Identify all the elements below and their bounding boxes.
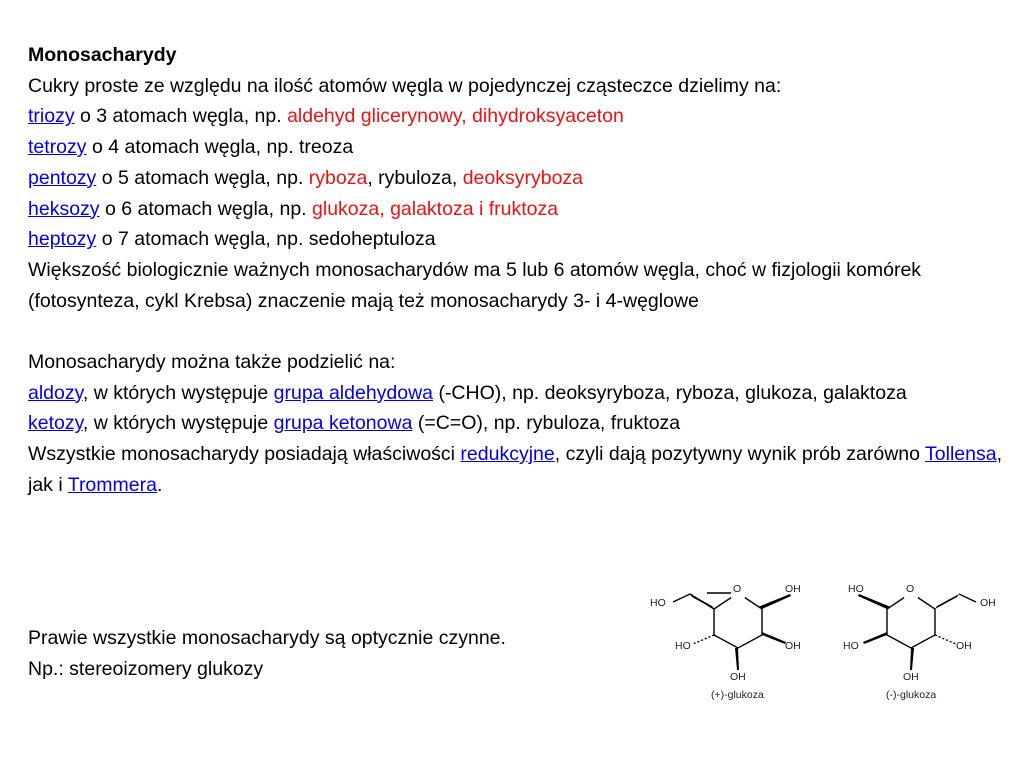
tetrozy-description: o 4 atomach węgla, np.	[86, 136, 299, 159]
class-line-pentozy	[28, 163, 1013, 194]
class-line-tetrozy	[28, 132, 1013, 163]
aldehyde-group-link[interactable]: grupa aldehydowa	[273, 381, 434, 404]
pentozy-example-2: deoksyryboza	[462, 166, 584, 189]
class-line-heptozy	[28, 224, 1013, 255]
plus-label-oh-top: OH	[785, 583, 801, 595]
minus-label-oh-top: OH	[980, 597, 996, 609]
aldozy-line	[28, 378, 1013, 409]
aldozy-text-1: , w których występuje	[82, 381, 274, 404]
reducing-text-2: , czyli dają pozytywny wynik prób zarówno	[554, 443, 926, 466]
spacer	[28, 316, 1013, 347]
plus-glucose-caption: (+)-glukoza	[711, 689, 764, 701]
plus-label-ho-bottom: HO	[675, 640, 691, 652]
pentozy-example-0: ryboza	[308, 166, 368, 189]
minus-label-oh-right: OH	[956, 640, 972, 652]
reducing-text-1: Wszystkie monosacharydy posiadają właściwości	[28, 443, 461, 466]
heptozy-description: o 7 atomach węgla, np.	[96, 228, 309, 251]
ketozy-text-2: (=C=O), np. rybuloza, fruktoza	[412, 412, 681, 435]
ketone-group-link[interactable]: grupa ketonowa	[273, 412, 413, 435]
minus-glucose-molecule	[843, 583, 996, 701]
triozy-example-0: aldehyd glicerynowy, dihydroksyaceton	[287, 105, 624, 128]
ketozy-text-1: , w których występuje	[82, 412, 274, 435]
minus-ring-oxygen: O	[906, 583, 915, 595]
tetrozy-example-0: treoza	[299, 136, 354, 159]
division-intro: Monosacharydy można także podzielić na:	[28, 351, 396, 374]
tetrozy-link[interactable]: tetrozy	[28, 136, 87, 159]
aldozy-link[interactable]: aldozy	[28, 381, 83, 404]
minus-label-ho-top: HO	[848, 583, 864, 595]
slide-content	[28, 40, 1013, 501]
tollens-link[interactable]: Tollensa	[925, 443, 997, 466]
plus-glucose-molecule	[650, 583, 801, 701]
slide-title: Monosacharydy	[28, 44, 177, 66]
pentozy-link[interactable]: pentozy	[28, 166, 97, 189]
heptozy-example-0: sedoheptuloza	[308, 228, 436, 251]
class-line-triozy	[28, 101, 1013, 132]
minus-label-oh-bottom: OH	[903, 671, 919, 683]
ketozy-link[interactable]: ketozy	[28, 412, 83, 435]
pentozy-description: o 5 atomach węgla, np.	[96, 166, 309, 189]
optical-section	[28, 623, 506, 684]
intro-text: Cukry proste ze względu na ilość atomów węgla w pojedynczej cząsteczce dzielimy na:	[28, 74, 782, 97]
plus-label-oh-right: OH	[785, 640, 801, 652]
glucose-stereoisomers-figure	[645, 572, 1015, 712]
plus-ring-oxygen: O	[733, 583, 742, 595]
heksozy-link[interactable]: heksozy	[28, 197, 100, 220]
triozy-link[interactable]: triozy	[28, 105, 75, 128]
plus-label-ho-top: HO	[650, 597, 666, 609]
minus-glucose-caption: (-)-glukoza	[886, 689, 937, 701]
ketozy-line	[28, 408, 1013, 439]
heptozy-link[interactable]: heptozy	[28, 228, 97, 251]
example-text: Np.: stereoizomery glukozy	[28, 657, 264, 680]
reducing-link[interactable]: redukcyjne	[460, 443, 555, 466]
reducing-text-4: .	[156, 473, 163, 496]
reducing-text-3: , jak i	[28, 443, 1003, 496]
trommer-link[interactable]: Trommera	[67, 473, 157, 496]
plus-label-oh-bottom: OH	[730, 671, 746, 683]
carbon-classes-list	[28, 101, 1013, 255]
triozy-description: o 3 atomach węgla, np.	[74, 105, 288, 128]
reducing-line	[28, 439, 1013, 500]
optical-text: Prawie wszystkie monosacharydy są optycznie czynne.	[28, 627, 506, 649]
class-line-heksozy	[28, 194, 1013, 225]
minus-label-ho-bottom: HO	[843, 640, 859, 652]
heksozy-description: o 6 atomach węgla, np.	[99, 197, 313, 220]
aldozy-text-2: (-CHO), np. deoksyryboza, ryboza, glukoza, galaktoza	[433, 381, 907, 404]
pentozy-example-1: , rybuloza,	[367, 166, 463, 189]
majority-text: Większość biologicznie ważnych monosacharydów ma 5 lub 6 atomów węgla, choć w fizjologii komórek (fotosynteza, cykl Krebsa) znaczenie mają też monosacharydy 3- i 4-węglowe	[28, 258, 922, 312]
heksozy-example-0: glukoza, galaktoza i fruktoza	[312, 197, 559, 220]
